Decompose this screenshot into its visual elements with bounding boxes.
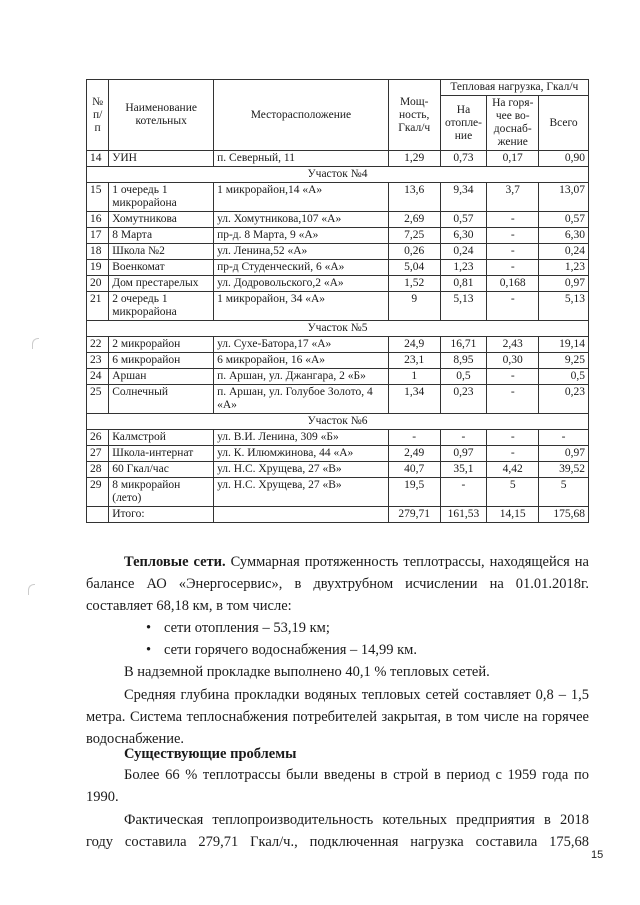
list-item: • сети горячего водоснабжения – 14,99 км. <box>146 639 586 661</box>
cell-total: 0,57 <box>539 212 589 228</box>
cell-power: 5,04 <box>388 260 440 276</box>
table-row <box>87 212 589 228</box>
total-power: 279,71 <box>388 507 440 523</box>
cell-location: 1 микрорайон,14 «А» <box>214 183 389 212</box>
cell-heating: 0,97 <box>440 446 487 462</box>
cell-location: 6 микрорайон, 16 «А» <box>214 353 389 369</box>
cell-num: 29 <box>87 478 109 507</box>
problems-paragraph-2: Фактическая теплопроизводительность котельных предприятия в 2018 году составила 279,71 Гкал/ч., подключенная нагрузка составила 175,68 <box>86 812 589 850</box>
cell-location: 1 микрорайон, 34 «А» <box>214 292 389 321</box>
cell-heating: 0,5 <box>440 369 487 385</box>
cell-power: 9 <box>388 292 440 321</box>
cell-total: 0,5 <box>539 369 589 385</box>
cell-name: 60 Гкал/час <box>109 462 214 478</box>
cell-power: 24,9 <box>388 337 440 353</box>
zone-row <box>87 414 589 430</box>
cell-name: 2 микрорайон <box>109 337 214 353</box>
cell-heating: 1,23 <box>440 260 487 276</box>
cell-name: Солнечный <box>109 385 214 414</box>
cell-num: 20 <box>87 276 109 292</box>
cell-name: Дом престарелых <box>109 276 214 292</box>
cell-total: 0,90 <box>539 151 589 167</box>
cell-total: 5,13 <box>539 292 589 321</box>
cell-total: 5 <box>539 478 589 507</box>
cell-power: 19,5 <box>388 478 440 507</box>
cell-location: п. Аршан, ул. Джангара, 2 «Б» <box>214 369 389 385</box>
cell-num: 25 <box>87 385 109 414</box>
cell-power: 0,26 <box>388 244 440 260</box>
table-row <box>87 292 589 321</box>
cell-name: 1 очередь 1 микрорайона <box>109 183 214 212</box>
cell-hot-water: - <box>487 244 539 260</box>
cell-heating: 35,1 <box>440 462 487 478</box>
cell-heating: 16,71 <box>440 337 487 353</box>
cell-power: 23,1 <box>388 353 440 369</box>
cell-num: 23 <box>87 353 109 369</box>
cell-name: Школа №2 <box>109 244 214 260</box>
header-heating: На отопле-ние <box>440 96 487 151</box>
cell-name: 8 микрорайон (лето) <box>109 478 214 507</box>
cell-num: 28 <box>87 462 109 478</box>
cell-hot-water: - <box>487 446 539 462</box>
scan-mark <box>32 338 39 349</box>
cell-heating: 0,57 <box>440 212 487 228</box>
cell-hot-water: - <box>487 228 539 244</box>
cell-num <box>87 507 109 523</box>
cell-location: ул. Н.С. Хрущева, 27 «В» <box>214 478 389 507</box>
cell-total: 0,24 <box>539 244 589 260</box>
cell-total: 0,97 <box>539 276 589 292</box>
cell-total: 0,23 <box>539 385 589 414</box>
cell-num: 24 <box>87 369 109 385</box>
cell-power: 13,6 <box>388 183 440 212</box>
cell-power: 1,52 <box>388 276 440 292</box>
cell-location: п. Северный, 11 <box>214 151 389 167</box>
cell-hot-water: 0,17 <box>487 151 539 167</box>
cell-heating: 8,95 <box>440 353 487 369</box>
header-hot-water: На горя-чее во-доснаб-жение <box>487 96 539 151</box>
cell-location: пр-д Студенческий, 6 «А» <box>214 260 389 276</box>
cell-heating: 0,23 <box>440 385 487 414</box>
cell-name: Школа-интернат <box>109 446 214 462</box>
cell-location: пр-д. 8 Марта, 9 «А» <box>214 228 389 244</box>
networks-text: Суммарная протяженность теплотрассы, находящейся на балансе АО «Энергосервис», в двухтрубном исчислении на 01.01.2018г. составляет 68,18 км, в том числе: <box>86 554 589 614</box>
cell-power: - <box>388 430 440 446</box>
header-load-group: Тепловая нагрузка, Гкал/ч <box>440 80 588 96</box>
cell-hot-water: - <box>487 430 539 446</box>
cell-name: 2 очередь 1 микрорайона <box>109 292 214 321</box>
zone-label: Участок №6 <box>87 414 589 430</box>
cell-location: ул. Ленина,52 «А» <box>214 244 389 260</box>
header-name: Наименование котельных <box>109 80 214 151</box>
zone-row <box>87 167 589 183</box>
cell-heating: - <box>440 478 487 507</box>
cell-name: 8 Марта <box>109 228 214 244</box>
cell-hot-water: 0,30 <box>487 353 539 369</box>
boiler-table <box>86 79 589 523</box>
cell-hot-water: 4,42 <box>487 462 539 478</box>
table-row <box>87 151 589 167</box>
cell-location <box>214 507 389 523</box>
cell-heating: 0,81 <box>440 276 487 292</box>
cell-heating: - <box>440 430 487 446</box>
table-row <box>87 385 589 414</box>
cell-num: 21 <box>87 292 109 321</box>
cell-name: Хомутникова <box>109 212 214 228</box>
cell-name: 6 микрорайон <box>109 353 214 369</box>
table-row <box>87 369 589 385</box>
problems-heading: Существующие проблемы <box>124 746 297 762</box>
cell-power: 2,49 <box>388 446 440 462</box>
cell-hot-water: - <box>487 260 539 276</box>
cell-num: 18 <box>87 244 109 260</box>
depth-paragraph: Средняя глубина прокладки водяных тепловых сетей составляет 0,8 – 1,5 метра. Система теплоснабжения потребителей закрытая, в том числе на горячее водоснабжение. <box>86 687 589 747</box>
header-total: Всего <box>539 96 589 151</box>
cell-hot-water: - <box>487 385 539 414</box>
cell-location: ул. Н.С. Хрущева, 27 «В» <box>214 462 389 478</box>
cell-name: УИН <box>109 151 214 167</box>
networks-paragraph <box>86 551 589 617</box>
cell-hot-water: 0,168 <box>487 276 539 292</box>
cell-power: 1 <box>388 369 440 385</box>
cell-num: 26 <box>87 430 109 446</box>
table-row <box>87 244 589 260</box>
cell-hot-water: 3,7 <box>487 183 539 212</box>
cell-heating: 6,30 <box>440 228 487 244</box>
cell-heating: 9,34 <box>440 183 487 212</box>
cell-num: 15 <box>87 183 109 212</box>
cell-total: 9,25 <box>539 353 589 369</box>
total-total: 175,68 <box>539 507 589 523</box>
cell-power: 2,69 <box>388 212 440 228</box>
cell-total: 19,14 <box>539 337 589 353</box>
cell-total: 1,23 <box>539 260 589 276</box>
scan-mark <box>28 584 35 595</box>
cell-total: - <box>539 430 589 446</box>
cell-total: 6,30 <box>539 228 589 244</box>
cell-hot-water: 5 <box>487 478 539 507</box>
cell-power: 40,7 <box>388 462 440 478</box>
page-number: 15 <box>591 849 604 861</box>
table-row <box>87 276 589 292</box>
cell-heating: 0,73 <box>440 151 487 167</box>
table-row <box>87 260 589 276</box>
table-row <box>87 430 589 446</box>
header-location: Месторасположение <box>214 80 389 151</box>
zone-label: Участок №5 <box>87 321 589 337</box>
networks-title: Тепловые сети. <box>124 554 226 570</box>
cell-num: 14 <box>87 151 109 167</box>
cell-location: ул. К. Илюмжинова, 44 «А» <box>214 446 389 462</box>
header-power: Мощ-ность, Гкал/ч <box>388 80 440 151</box>
cell-name: Калмстрой <box>109 430 214 446</box>
cell-hot-water: - <box>487 212 539 228</box>
total-heating: 161,53 <box>440 507 487 523</box>
cell-power: 7,25 <box>388 228 440 244</box>
cell-power: 1,34 <box>388 385 440 414</box>
total-label: Итого: <box>109 507 214 523</box>
cell-location: ул. В.И. Ленина, 309 «Б» <box>214 430 389 446</box>
zone-row <box>87 321 589 337</box>
cell-total: 0,97 <box>539 446 589 462</box>
cell-num: 19 <box>87 260 109 276</box>
table-row <box>87 337 589 353</box>
cell-location: п. Аршан, ул. Голубое Золото, 4 «А» <box>214 385 389 414</box>
cell-num: 22 <box>87 337 109 353</box>
cell-total: 13,07 <box>539 183 589 212</box>
header-num: № п/п <box>87 80 109 151</box>
table-row <box>87 462 589 478</box>
cell-num: 27 <box>87 446 109 462</box>
cell-location: ул. Додровольского,2 «А» <box>214 276 389 292</box>
table-row <box>87 228 589 244</box>
problems-paragraph-1: Более 66 % теплотрассы были введены в строй в период с 1959 года по 1990. <box>86 767 589 805</box>
cell-num: 17 <box>87 228 109 244</box>
cell-total: 39,52 <box>539 462 589 478</box>
cell-name: Военкомат <box>109 260 214 276</box>
network-list <box>146 617 586 661</box>
cell-power: 1,29 <box>388 151 440 167</box>
cell-location: ул. Сухе-Батора,17 «А» <box>214 337 389 353</box>
total-row <box>87 507 589 523</box>
table-row <box>87 478 589 507</box>
zone-label: Участок №4 <box>87 167 589 183</box>
cell-hot-water: - <box>487 369 539 385</box>
cell-name: Аршан <box>109 369 214 385</box>
list-item: • сети отопления – 53,19 км; <box>146 617 586 639</box>
cell-num: 16 <box>87 212 109 228</box>
cell-location: ул. Хомутникова,107 «А» <box>214 212 389 228</box>
cell-heating: 0,24 <box>440 244 487 260</box>
table-row <box>87 183 589 212</box>
table-row <box>87 446 589 462</box>
table-row <box>87 353 589 369</box>
cell-hot-water: - <box>487 292 539 321</box>
overhead-paragraph: В надземной прокладке выполнено 40,1 % тепловых сетей. <box>124 664 490 680</box>
cell-heating: 5,13 <box>440 292 487 321</box>
total-hot-water: 14,15 <box>487 507 539 523</box>
cell-hot-water: 2,43 <box>487 337 539 353</box>
